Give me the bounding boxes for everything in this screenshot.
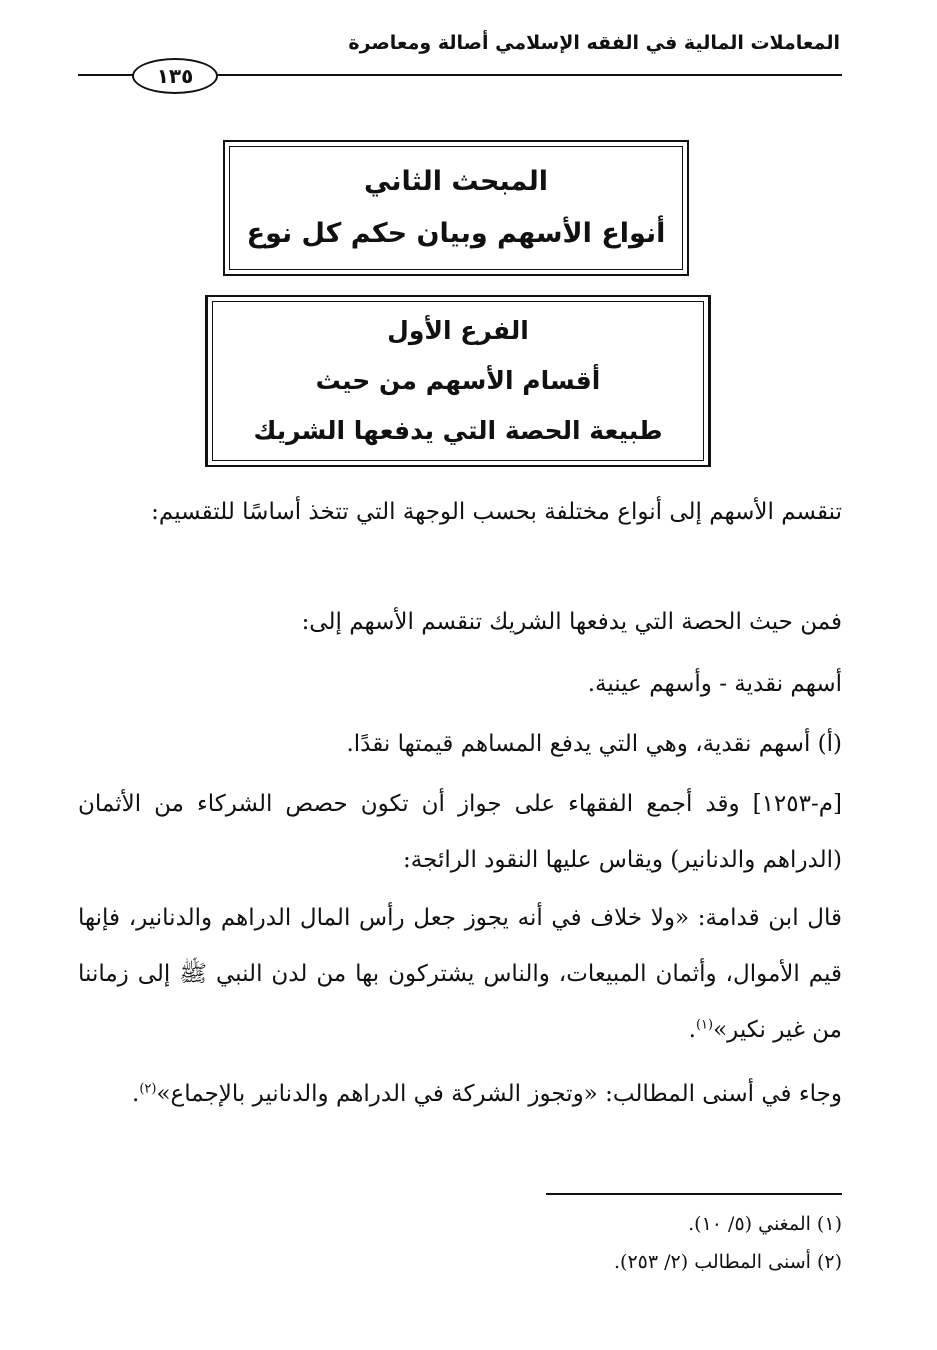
footnote-ref-1[interactable]: (١)	[695, 1017, 714, 1033]
footnote-2: (٢) أسنى المطالب (٢/ ٢٥٣).	[614, 1251, 842, 1273]
paragraph-7	[78, 1066, 874, 1122]
footnote-separator	[546, 1193, 842, 1195]
paragraph-text: أسهم نقدية - وأسهم عينية.	[587, 671, 842, 697]
section-subheading: أنواع الأسهم وبيان حكم كل نوع	[246, 218, 666, 249]
quote-text: وجاء في أسنى المطالب: «وتجوز الشركة في الدراهم والدنانير بالإجماع»	[156, 1081, 842, 1107]
quote-end: .	[132, 1081, 140, 1107]
quote-ibn-qudama	[78, 890, 842, 1058]
footnotes	[78, 1205, 842, 1281]
paragraph-4	[78, 716, 874, 772]
subsection-title-box	[205, 295, 711, 467]
quote-asna-al-matalib	[78, 1066, 842, 1122]
subsection-heading: الفرع الأول	[387, 316, 529, 345]
subsection-title-line-1: أقسام الأسهم من حيث	[315, 366, 601, 395]
page-number: ١٣٥	[132, 58, 218, 94]
paragraph-2	[78, 594, 874, 650]
section-heading: المبحث الثاني	[364, 166, 548, 197]
paragraph-text: فمن حيث الحصة التي يدفعها الشريك تنقسم الأسهم إلى:	[301, 609, 842, 635]
footnote-ref-2[interactable]: (٢)	[139, 1081, 157, 1097]
paragraph-1	[78, 484, 874, 540]
paragraph-6	[78, 890, 874, 1058]
subsection-title-line-2: طبيعة الحصة التي يدفعها الشريك	[253, 416, 663, 445]
paragraph-3	[78, 656, 874, 712]
quote-text: قال ابن قدامة: «ولا خلاف في أنه يجوز جعل رأس المال الدراهم والدنانير، فإنها قيم الأموال، وأثمان المبيعات، والناس يشتركون بها من لدن النبي ﷺ إلى زماننا من غير نكير»	[78, 905, 842, 1043]
quote-end: .	[688, 1017, 696, 1043]
running-title: المعاملات المالية في الفقه الإسلامي أصالة ومعاصرة	[348, 32, 840, 54]
paragraph-5	[78, 776, 874, 888]
footnote-1: (١) المغني (٥/ ١٠).	[688, 1213, 842, 1235]
section-title-box	[223, 140, 689, 276]
paragraph-text: [م-١٢٥٣] وقد أجمع الفقهاء على جواز أن تكون حصص الشركاء من الأثمان (الدراهم والدنانير) ويقاس عليها النقود الرائجة:	[78, 791, 842, 873]
paragraph-text: (أ) أسهم نقدية، وهي التي يدفع المساهم قيمتها نقدًا.	[346, 731, 842, 757]
paragraph-text: تنقسم الأسهم إلى أنواع مختلفة بحسب الوجهة التي تتخذ أساسًا للتقسيم:	[151, 499, 842, 525]
